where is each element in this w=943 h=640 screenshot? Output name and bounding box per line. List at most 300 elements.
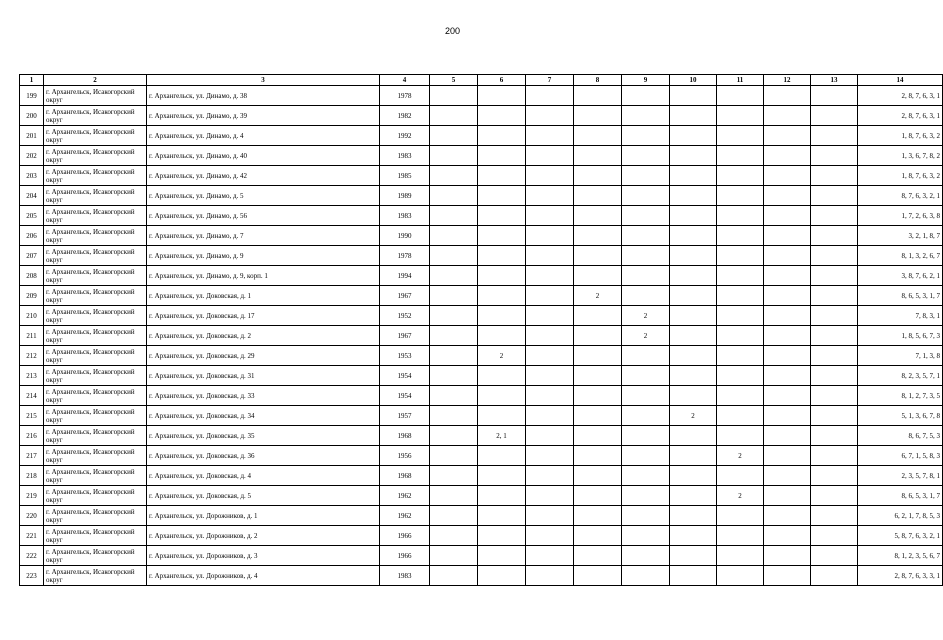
district-cell: г. Архангельск, Исакогорский округ [44, 506, 147, 526]
table-body [20, 86, 943, 586]
col9-cell [622, 186, 670, 206]
col5-cell [430, 246, 478, 266]
codes-cell: 8, 1, 2, 3, 5, 6, 7 [858, 546, 943, 566]
col10-cell [670, 86, 717, 106]
row-number-cell: 200 [20, 106, 44, 126]
col12-cell [764, 426, 811, 446]
col13-cell [811, 366, 858, 386]
col10-cell: 2 [670, 406, 717, 426]
codes-cell: 5, 8, 7, 6, 3, 2, 1 [858, 526, 943, 546]
col8-cell [574, 566, 622, 586]
col8-cell [574, 126, 622, 146]
row-number-cell: 209 [20, 286, 44, 306]
address-cell: г. Архангельск, ул. Доковская, д. 5 [147, 486, 380, 506]
col7-cell [526, 366, 574, 386]
col7-cell [526, 506, 574, 526]
col8-cell [574, 146, 622, 166]
codes-cell: 1, 8, 7, 6, 3, 2 [858, 126, 943, 146]
row-number-cell: 221 [20, 526, 44, 546]
col12-cell [764, 446, 811, 466]
col6-cell [478, 466, 526, 486]
col6-cell [478, 306, 526, 326]
col7-cell [526, 546, 574, 566]
codes-cell: 8, 1, 2, 7, 3, 5 [858, 386, 943, 406]
col10-cell [670, 166, 717, 186]
address-cell: г. Архангельск, ул. Динамо, д. 9, корп. 1 [147, 266, 380, 286]
col8-cell [574, 466, 622, 486]
col13-cell [811, 126, 858, 146]
year-cell: 1985 [380, 166, 430, 186]
address-cell: г. Архангельск, ул. Доковская, д. 31 [147, 366, 380, 386]
year-cell: 1983 [380, 146, 430, 166]
col11-cell [717, 266, 764, 286]
col8-cell [574, 346, 622, 366]
col5-cell [430, 306, 478, 326]
table-row [20, 506, 943, 526]
col5-cell [430, 486, 478, 506]
address-cell: г. Архангельск, ул. Динамо, д. 38 [147, 86, 380, 106]
col6-cell [478, 486, 526, 506]
district-cell: г. Архангельск, Исакогорский округ [44, 566, 147, 586]
year-cell: 1954 [380, 366, 430, 386]
col12-cell [764, 566, 811, 586]
col6-cell [478, 386, 526, 406]
row-number-cell: 207 [20, 246, 44, 266]
col9-cell [622, 86, 670, 106]
col13-cell [811, 406, 858, 426]
col8-cell [574, 166, 622, 186]
col12-cell [764, 226, 811, 246]
district-cell: г. Архангельск, Исакогорский округ [44, 146, 147, 166]
address-cell: г. Архангельск, ул. Доковская, д. 35 [147, 426, 380, 446]
col13-cell [811, 306, 858, 326]
col9-cell [622, 286, 670, 306]
col9-cell [622, 206, 670, 226]
col6-cell [478, 266, 526, 286]
year-cell: 1957 [380, 406, 430, 426]
col5-cell [430, 126, 478, 146]
col10-cell [670, 106, 717, 126]
address-cell: г. Архангельск, ул. Дорожников, д. 2 [147, 526, 380, 546]
row-number-cell: 212 [20, 346, 44, 366]
row-number-cell: 223 [20, 566, 44, 586]
col11-cell [717, 146, 764, 166]
col12-cell [764, 466, 811, 486]
table-row [20, 526, 943, 546]
col5-cell [430, 286, 478, 306]
col6-cell [478, 126, 526, 146]
col10-cell [670, 486, 717, 506]
year-cell: 1978 [380, 246, 430, 266]
address-cell: г. Архангельск, ул. Доковская, д. 17 [147, 306, 380, 326]
col12-cell [764, 86, 811, 106]
col7-cell [526, 206, 574, 226]
col9-cell: 2 [622, 326, 670, 346]
col9-cell [622, 426, 670, 446]
col8-cell [574, 446, 622, 466]
col13-cell [811, 86, 858, 106]
col6-cell [478, 326, 526, 346]
col6-cell [478, 566, 526, 586]
col11-cell [717, 246, 764, 266]
table-row [20, 146, 943, 166]
column-header-12: 12 [764, 75, 811, 86]
district-cell: г. Архангельск, Исакогорский округ [44, 546, 147, 566]
address-cell: г. Архангельск, ул. Динамо, д. 5 [147, 186, 380, 206]
col10-cell [670, 446, 717, 466]
col10-cell [670, 206, 717, 226]
register-table [19, 74, 943, 586]
col6-cell [478, 206, 526, 226]
col12-cell [764, 386, 811, 406]
table-row [20, 466, 943, 486]
col8-cell [574, 86, 622, 106]
col10-cell [670, 386, 717, 406]
row-number-cell: 222 [20, 546, 44, 566]
col13-cell [811, 486, 858, 506]
col9-cell [622, 226, 670, 246]
col9-cell [622, 446, 670, 466]
col13-cell [811, 266, 858, 286]
col11-cell [717, 226, 764, 246]
col6-cell [478, 526, 526, 546]
codes-cell: 5, 1, 3, 6, 7, 8 [858, 406, 943, 426]
col9-cell [622, 146, 670, 166]
col5-cell [430, 466, 478, 486]
col6-cell [478, 106, 526, 126]
col6-cell: 2 [478, 346, 526, 366]
col12-cell [764, 306, 811, 326]
col6-cell [478, 366, 526, 386]
column-header-6: 6 [478, 75, 526, 86]
year-cell: 1982 [380, 106, 430, 126]
year-cell: 1989 [380, 186, 430, 206]
codes-cell: 8, 6, 5, 3, 1, 7 [858, 286, 943, 306]
district-cell: г. Архангельск, Исакогорский округ [44, 106, 147, 126]
col10-cell [670, 306, 717, 326]
col9-cell [622, 166, 670, 186]
col6-cell [478, 246, 526, 266]
year-cell: 1954 [380, 386, 430, 406]
column-header-1: 1 [20, 75, 44, 86]
col11-cell [717, 566, 764, 586]
col7-cell [526, 466, 574, 486]
col5-cell [430, 326, 478, 346]
district-cell: г. Архангельск, Исакогорский округ [44, 326, 147, 346]
row-number-cell: 199 [20, 86, 44, 106]
col6-cell [478, 146, 526, 166]
year-cell: 1966 [380, 526, 430, 546]
col8-cell [574, 186, 622, 206]
col7-cell [526, 146, 574, 166]
col11-cell [717, 286, 764, 306]
col12-cell [764, 526, 811, 546]
col8-cell [574, 406, 622, 426]
col12-cell [764, 106, 811, 126]
table-row [20, 86, 943, 106]
table-header [20, 75, 943, 86]
col7-cell [526, 386, 574, 406]
address-cell: г. Архангельск, ул. Динамо, д. 42 [147, 166, 380, 186]
district-cell: г. Архангельск, Исакогорский округ [44, 226, 147, 246]
district-cell: г. Архангельск, Исакогорский округ [44, 286, 147, 306]
col6-cell [478, 186, 526, 206]
col13-cell [811, 426, 858, 446]
col6-cell [478, 286, 526, 306]
row-number-cell: 208 [20, 266, 44, 286]
col6-cell [478, 406, 526, 426]
address-cell: г. Архангельск, ул. Динамо, д. 9 [147, 246, 380, 266]
col5-cell [430, 166, 478, 186]
row-number-cell: 217 [20, 446, 44, 466]
table-row [20, 406, 943, 426]
table-row [20, 126, 943, 146]
col6-cell [478, 506, 526, 526]
col5-cell [430, 546, 478, 566]
district-cell: г. Архангельск, Исакогорский округ [44, 366, 147, 386]
table-row [20, 166, 943, 186]
col9-cell [622, 526, 670, 546]
column-header-9: 9 [622, 75, 670, 86]
col7-cell [526, 306, 574, 326]
address-cell: г. Архангельск, ул. Доковская, д. 29 [147, 346, 380, 366]
col12-cell [764, 366, 811, 386]
col11-cell [717, 86, 764, 106]
col5-cell [430, 146, 478, 166]
address-cell: г. Архангельск, ул. Дорожников, д. 3 [147, 546, 380, 566]
address-cell: г. Архангельск, ул. Доковская, д. 33 [147, 386, 380, 406]
row-number-cell: 220 [20, 506, 44, 526]
address-cell: г. Архангельск, ул. Доковская, д. 2 [147, 326, 380, 346]
col5-cell [430, 506, 478, 526]
row-number-cell: 203 [20, 166, 44, 186]
col9-cell [622, 466, 670, 486]
col5-cell [430, 186, 478, 206]
col9-cell [622, 346, 670, 366]
table-row [20, 486, 943, 506]
col11-cell [717, 506, 764, 526]
col5-cell [430, 266, 478, 286]
col13-cell [811, 206, 858, 226]
col11-cell [717, 366, 764, 386]
col13-cell [811, 526, 858, 546]
district-cell: г. Архангельск, Исакогорский округ [44, 466, 147, 486]
table-row [20, 326, 943, 346]
col11-cell [717, 466, 764, 486]
year-cell: 1966 [380, 546, 430, 566]
col11-cell: 2 [717, 486, 764, 506]
district-cell: г. Архангельск, Исакогорский округ [44, 486, 147, 506]
table-row [20, 306, 943, 326]
codes-cell: 6, 2, 1, 7, 8, 5, 3 [858, 506, 943, 526]
col10-cell [670, 246, 717, 266]
col6-cell [478, 226, 526, 246]
col6-cell [478, 546, 526, 566]
col13-cell [811, 186, 858, 206]
col11-cell [717, 306, 764, 326]
col7-cell [526, 486, 574, 506]
column-header-10: 10 [670, 75, 717, 86]
table-row [20, 246, 943, 266]
col7-cell [526, 266, 574, 286]
col9-cell [622, 106, 670, 126]
col9-cell [622, 406, 670, 426]
codes-cell: 6, 7, 1, 5, 8, 3 [858, 446, 943, 466]
col7-cell [526, 226, 574, 246]
year-cell: 1956 [380, 446, 430, 466]
col7-cell [526, 246, 574, 266]
col10-cell [670, 366, 717, 386]
col8-cell [574, 106, 622, 126]
col7-cell [526, 86, 574, 106]
codes-cell: 7, 8, 3, 1 [858, 306, 943, 326]
row-number-cell: 202 [20, 146, 44, 166]
district-cell: г. Архангельск, Исакогорский округ [44, 426, 147, 446]
table-row [20, 566, 943, 586]
col11-cell [717, 546, 764, 566]
table-row [20, 186, 943, 206]
codes-cell: 8, 7, 6, 3, 2, 1 [858, 186, 943, 206]
row-number-cell: 206 [20, 226, 44, 246]
year-cell: 1992 [380, 126, 430, 146]
codes-cell: 1, 7, 2, 6, 3, 8 [858, 206, 943, 226]
column-header-14: 14 [858, 75, 943, 86]
col10-cell [670, 186, 717, 206]
col10-cell [670, 146, 717, 166]
district-cell: г. Архангельск, Исакогорский округ [44, 406, 147, 426]
row-number-cell: 213 [20, 366, 44, 386]
col9-cell [622, 266, 670, 286]
col6-cell [478, 446, 526, 466]
table-row [20, 346, 943, 366]
table-row [20, 426, 943, 446]
col11-cell [717, 426, 764, 446]
col7-cell [526, 406, 574, 426]
col13-cell [811, 546, 858, 566]
col7-cell [526, 166, 574, 186]
district-cell: г. Архангельск, Исакогорский округ [44, 386, 147, 406]
row-number-cell: 201 [20, 126, 44, 146]
col13-cell [811, 146, 858, 166]
col11-cell [717, 326, 764, 346]
col8-cell [574, 306, 622, 326]
year-cell: 1983 [380, 206, 430, 226]
col6-cell: 2, 1 [478, 426, 526, 446]
col13-cell [811, 506, 858, 526]
col13-cell [811, 286, 858, 306]
col13-cell [811, 106, 858, 126]
col8-cell [574, 366, 622, 386]
address-cell: г. Архангельск, ул. Динамо, д. 4 [147, 126, 380, 146]
col5-cell [430, 226, 478, 246]
codes-cell: 1, 8, 7, 6, 3, 2 [858, 166, 943, 186]
address-cell: г. Архангельск, ул. Динамо, д. 39 [147, 106, 380, 126]
col10-cell [670, 326, 717, 346]
address-cell: г. Архангельск, ул. Динамо, д. 7 [147, 226, 380, 246]
col10-cell [670, 126, 717, 146]
year-cell: 1952 [380, 306, 430, 326]
col12-cell [764, 286, 811, 306]
codes-cell: 7, 1, 3, 8 [858, 346, 943, 366]
column-header-13: 13 [811, 75, 858, 86]
col7-cell [526, 326, 574, 346]
row-number-cell: 215 [20, 406, 44, 426]
address-cell: г. Архангельск, ул. Доковская, д. 34 [147, 406, 380, 426]
year-cell: 1953 [380, 346, 430, 366]
col9-cell [622, 126, 670, 146]
row-number-cell: 214 [20, 386, 44, 406]
codes-cell: 1, 8, 5, 6, 7, 3 [858, 326, 943, 346]
page-number: 200 [444, 26, 461, 36]
year-cell: 1968 [380, 466, 430, 486]
codes-cell: 3, 2, 1, 8, 7 [858, 226, 943, 246]
col10-cell [670, 226, 717, 246]
address-cell: г. Архангельск, ул. Динамо, д. 40 [147, 146, 380, 166]
col12-cell [764, 246, 811, 266]
col8-cell [574, 426, 622, 446]
col13-cell [811, 166, 858, 186]
table-row [20, 366, 943, 386]
col12-cell [764, 546, 811, 566]
col9-cell [622, 246, 670, 266]
col13-cell [811, 326, 858, 346]
col5-cell [430, 386, 478, 406]
col5-cell [430, 206, 478, 226]
col10-cell [670, 266, 717, 286]
address-cell: г. Архангельск, ул. Динамо, д. 56 [147, 206, 380, 226]
col5-cell [430, 86, 478, 106]
col11-cell: 2 [717, 446, 764, 466]
col11-cell [717, 166, 764, 186]
col11-cell [717, 406, 764, 426]
col11-cell [717, 526, 764, 546]
address-cell: г. Архангельск, ул. Доковская, д. 36 [147, 446, 380, 466]
col12-cell [764, 326, 811, 346]
col9-cell [622, 486, 670, 506]
col7-cell [526, 566, 574, 586]
col8-cell [574, 266, 622, 286]
col10-cell [670, 546, 717, 566]
district-cell: г. Архангельск, Исакогорский округ [44, 346, 147, 366]
col7-cell [526, 426, 574, 446]
table-row [20, 386, 943, 406]
col8-cell [574, 526, 622, 546]
col5-cell [430, 106, 478, 126]
col7-cell [526, 186, 574, 206]
codes-cell: 8, 1, 3, 2, 6, 7 [858, 246, 943, 266]
table-row [20, 546, 943, 566]
column-header-8: 8 [574, 75, 622, 86]
year-cell: 1983 [380, 566, 430, 586]
address-cell: г. Архангельск, ул. Дорожников, д. 1 [147, 506, 380, 526]
row-number-cell: 218 [20, 466, 44, 486]
col9-cell [622, 386, 670, 406]
table-row [20, 106, 943, 126]
column-header-4: 4 [380, 75, 430, 86]
row-number-cell: 210 [20, 306, 44, 326]
col11-cell [717, 346, 764, 366]
col8-cell [574, 226, 622, 246]
col8-cell: 2 [574, 286, 622, 306]
col13-cell [811, 566, 858, 586]
row-number-cell: 204 [20, 186, 44, 206]
table-row [20, 446, 943, 466]
col11-cell [717, 126, 764, 146]
col5-cell [430, 446, 478, 466]
row-number-cell: 216 [20, 426, 44, 446]
year-cell: 1994 [380, 266, 430, 286]
col13-cell [811, 466, 858, 486]
